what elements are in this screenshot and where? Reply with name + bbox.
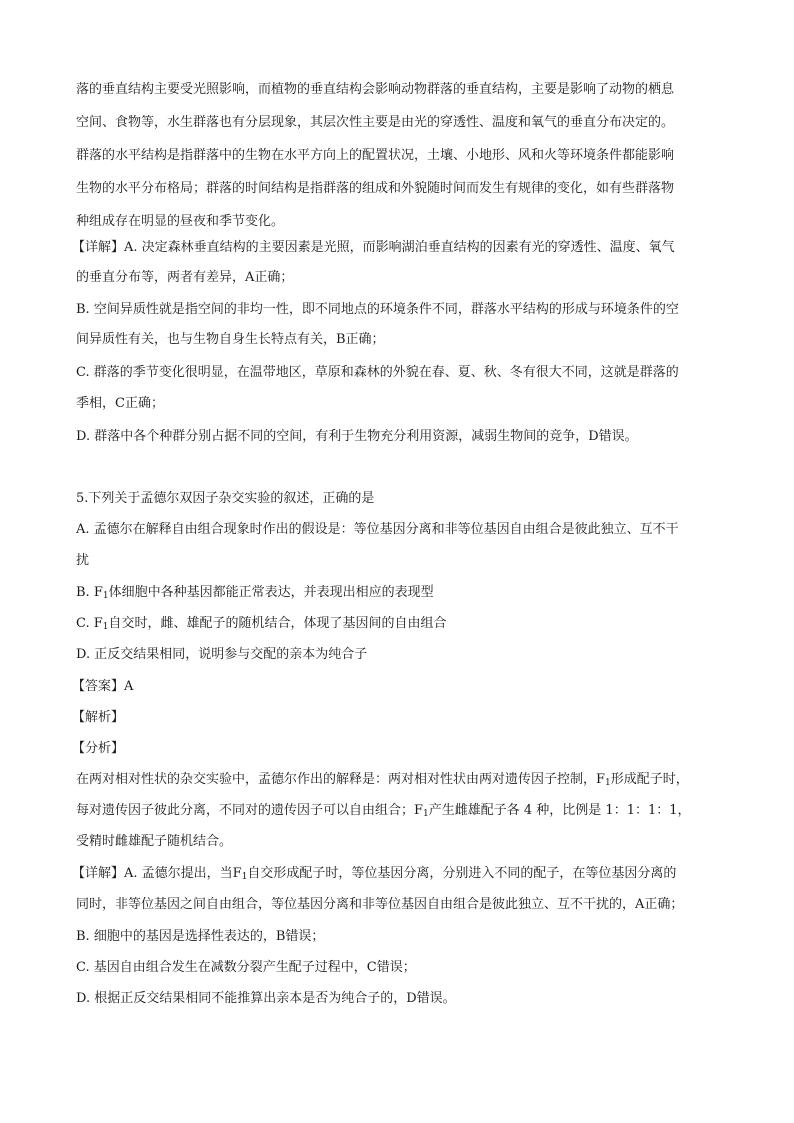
detail-line: C. 基因自由组合发生在减数分裂产生配子过程中，C错误； — [76, 960, 416, 975]
detail-line: D. 根据正反交结果相同不能推算出亲本是否为纯合子的，D错误。 — [76, 991, 456, 1006]
analysis-text: 产生雌雄配子各 4 种，比例是 1：1：1：1， — [428, 803, 691, 818]
option-c-text: 自交时，雌、雄配子的随机结合，体现了基因间的自由组合 — [108, 616, 447, 631]
option-b-prefix: B. F — [76, 585, 103, 600]
question-stem: 5.下列关于孟德尔双因子杂交实验的叙述，正确的是 — [76, 491, 375, 506]
option-c-prefix: C. F — [76, 616, 103, 631]
analysis-line — [76, 801, 726, 821]
detail-line: 间异质性有关，也与生物自身生长特点有关，B正确； — [76, 332, 385, 347]
option-d: D. 正反交结果相同，说明参与交配的亲本为纯合子 — [76, 647, 368, 662]
analysis-text: 在两对相对性状的杂交实验中，孟德尔作出的解释是：两对相对性状由两对遗传因子控制，F — [76, 772, 606, 787]
detail-text: 【详解】A. 孟德尔提出，当F — [72, 866, 242, 881]
subscript: 1 — [102, 622, 109, 632]
paragraph-line: 种组成存在明显的昼夜和季节变化。 — [76, 214, 285, 229]
paragraph-line: 空间、食物等，水生群落也有分层现象，其层次性主要是由光的穿透性、温度和氧气的垂直分布决定的。 — [76, 115, 675, 130]
answer-label: 【答案】A — [72, 679, 134, 694]
paragraph-line: 生物的水平分布格局；群落的时间结构是指群落的组成和外貌随时间而发生有规律的变化，如有些群落物 — [76, 181, 675, 196]
detail-line: C. 群落的季节变化很明显，在温带地区，草原和森林的外貌在春、夏、秋、冬有很大不同，这就是群落的 — [76, 365, 679, 380]
paragraph-line: 群落的水平结构是指群落中的生物在水平方向上的配置状况，土壤、小地形、风和火等环境条件都能影响 — [76, 148, 675, 163]
paragraph-line: 落的垂直结构主要受光照影响，而植物的垂直结构会影响动物群落的垂直结构，主要是影响了动物的栖息 — [76, 82, 675, 97]
detail-line: B. 细胞中的基因是选择性表达的，B错误； — [76, 929, 325, 944]
detail-line: D. 群落中各个种群分别占据不同的空间，有利于生物充分利用资源，减弱生物间的竞争，D错误。 — [76, 429, 638, 444]
analysis-heading: 【解析】 — [72, 710, 125, 725]
analysis-text: 每对遗传因子彼此分离，不同对的遗传因子可以自由组合；F — [76, 803, 424, 818]
subscript: 1 — [241, 872, 248, 882]
detail-line: 季相，C正确； — [76, 396, 164, 411]
analysis-line: 受精时雌雄配子随机结合。 — [76, 834, 233, 849]
detail-line: 的垂直分布等，两者有差异，A正确； — [76, 270, 294, 285]
subscript: 1 — [102, 591, 109, 601]
detail-line: 同时，非等位基因之间自由组合，等位基因分离和非等位基因自由组合是彼此独立、互不干扰的，A正确； — [76, 897, 684, 912]
option-c — [76, 614, 726, 634]
subscript: 1 — [423, 809, 429, 819]
detail-line: B. 空间异质性就是指空间的非均一性，即不同地点的环境条件不同，群落水平结构的形成与环境条件的空 — [76, 302, 679, 317]
detail-line: 【详解】A. 决定森林垂直结构的主要因素是光照，而影响湖泊垂直结构的因素有光的穿透性、温度、氧气 — [72, 240, 675, 255]
analysis-line — [76, 770, 726, 790]
analysis-text: 形成配子时， — [610, 772, 689, 787]
subscript: 1 — [605, 778, 611, 788]
option-a-line: A. 孟德尔在解释自由组合现象时作出的假设是：等位基因分离和非等位基因自由组合是彼此独立、互不干 — [76, 522, 679, 537]
detail-line — [72, 864, 722, 884]
option-b-text: 体细胞中各种基因都能正常表达，并表现出相应的表现型 — [108, 585, 434, 600]
option-b — [76, 583, 726, 603]
fenxi-heading: 【分析】 — [72, 741, 125, 756]
detail-text: 自交形成配子时，等位基因分离，分别进入不同的配子，在等位基因分离的 — [247, 866, 677, 881]
option-a-line: 扰 — [76, 553, 90, 568]
